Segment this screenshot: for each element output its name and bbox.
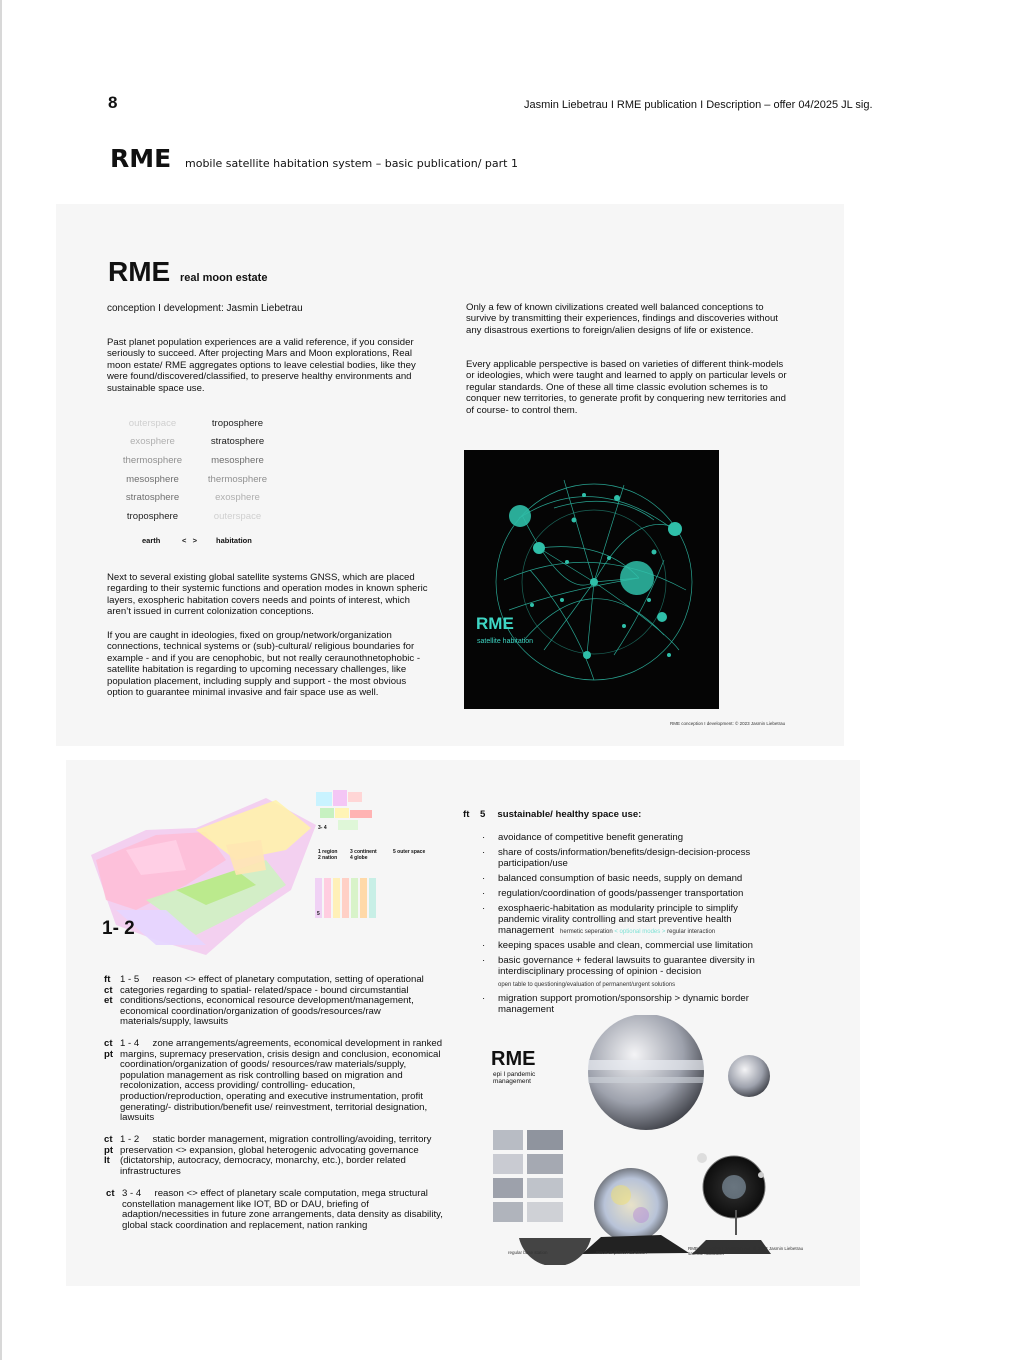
dark-rme-title: RME [476, 614, 514, 633]
layer-left: stratosphere [125, 492, 180, 504]
layer-right: stratosphere [210, 436, 265, 448]
list-item: · share of costs/information/benefits/design-decision-process participation/use [482, 846, 751, 870]
slide2-credit: RME conception I development: © 2023 Jasmin Liebetrau satellite habitation [688, 1246, 804, 1256]
list-item: · regulation/coordination of goods/passenger transportation [482, 887, 744, 899]
block-text: 1 - 2 static border management, migration controlling/avoiding, territory preservation <> expansion, global heterogenic advocating governance (dictatorship, autocracy, democracy, monarchy, etc.), border related infrastructures [120, 1134, 435, 1177]
rme-epi-subtitle: epi I pandemic management [493, 1071, 536, 1085]
list-item: · avoidance of competitive benefit generating [482, 832, 684, 843]
layer-left: troposphere [126, 510, 179, 522]
zone-label-1-2: 1- 2 [102, 918, 135, 939]
page-edge [0, 0, 2, 1360]
layer-left: exosphere [130, 436, 175, 448]
layer-right: troposphere [211, 417, 264, 429]
slide1-credit: RME conception I development: © 2023 Jasmin Liebetrau [670, 721, 786, 726]
legend-5: 5 [317, 911, 320, 917]
legend-outer-space: 5 outer space [393, 849, 426, 855]
ideology-paragraph: If you are caught in ideologies, fixed on group/network/organization connections, technical systems or (sub)-cultural/ religious boundaries for example - and if you are cenophobic, but not really ceraunothnetophobic - satellite habitation is regarding to upcoming necessary challenges, like population placement, including supply and support - the most obvious option to guarantee minimal invasive and fair space use as well. [107, 630, 421, 699]
list-item: · migration support promotion/sponsorship > dynamic border management [482, 992, 749, 1016]
block-tags: ct pt lt [104, 1134, 114, 1167]
note-open-table: open table to questioning/evaluation of permanent/urgent solutions [498, 981, 676, 988]
color-stripes [315, 878, 377, 918]
note-modes: hermetic seperation < optional modes > regular interaction [560, 929, 716, 936]
small-sphere [728, 1055, 770, 1097]
layer-left: outerspace [128, 417, 177, 429]
space-use-list [482, 832, 782, 1019]
network-graphic [464, 450, 719, 709]
layer-left: mesosphere [126, 473, 179, 485]
silver-sphere [588, 1015, 704, 1130]
text-block-1-2 [104, 1135, 444, 1177]
ft5-heading: ft 5 sustainable/ healthy space use: [463, 809, 642, 820]
dark-rme-subtitle: satellite habitation [477, 638, 534, 645]
earth-habitation-row [142, 536, 252, 545]
layer-right: exosphere [215, 492, 260, 504]
layer-left: thermosphere [122, 454, 183, 466]
slide-real-moon-estate [56, 204, 844, 746]
brand-logo: RME [110, 144, 172, 173]
block-tags: ft ct et [104, 974, 113, 1007]
publication-subtitle: mobile satellite habitation system – basic publication/ part 1 [185, 157, 518, 170]
slide-title: RME real moon estate [108, 256, 268, 287]
habitation-label: habitation [216, 536, 252, 545]
rme-epi-title: RME [491, 1048, 536, 1070]
list-item: · basic governance + federal lawsuits to guarantee diversity in interdisciplinary processing of opinion - decision open table to questioning/evaluation of permanent/urgent solutions [482, 955, 755, 988]
moon-sphere [594, 1168, 668, 1242]
block-text: 1 - 5 reason <> effect of planetary computation, setting of operational categories regarding to spatial- related/space - bound circumstantial conditions/sections, economical resource development/management, economical coordination/organization of goods/resources/raw materials/supply, lawsuits [120, 974, 427, 1028]
legend-continent-globe: 3 continent 4 globe [350, 849, 377, 861]
layer-right: mesosphere [211, 454, 264, 466]
legend-region-nation: 1 region 2 nation [318, 849, 338, 861]
layer-right: outerspace [213, 510, 262, 522]
list-item: · keeping spaces usable and clean, commercial use limitation [482, 940, 753, 952]
layer-right: thermosphere [207, 473, 268, 485]
text-block-1-4 [104, 1039, 444, 1124]
intro-paragraph: Past planet population experiences are a valid reference, if you consider seriously to succeed. After projecting Mars and Moon explorations, Real moon estate/ RME aggregates options to leave celestial bodies, like they were found/discovered/classified, to preserve healthy environments and sustainable space use. [107, 337, 416, 394]
atmosphere-layers [110, 414, 280, 526]
legend-3-4: 3- 4 [318, 825, 327, 831]
text-block-3-4 [106, 1189, 446, 1231]
block-tags: ct [106, 1188, 115, 1199]
running-header: Jasmin Liebetrau I RME publication I Description – offer 04/2025 JL sig. [524, 99, 873, 111]
caption-moon-habitation: moon or planet habitation [596, 1250, 647, 1255]
block-text: 3 - 4 reason <> effect of planetary scale computation, mega structural constellation management like IOT, BD or DAU, briefing of adaption/necessities in future zone arrangements, data density as disability, global stack coordination and replacement, nation ranking [122, 1188, 446, 1231]
list-item: · exosphaeric-habitation as modularity principle to simplify pandemic virality controlling and start preventive health management hermetic seperation < optional modes > regular interaction [482, 902, 738, 937]
list-item: · balanced consumption of basic needs, supply on demand [482, 873, 743, 884]
page-number: 8 [108, 93, 118, 112]
text-block-1-5 [104, 975, 444, 1028]
slide-space-use [66, 760, 860, 1286]
arrows: < > [182, 536, 198, 545]
base-station-thumbnails [493, 1130, 565, 1238]
civilizations-paragraph: Only a few of known civilizations created well balanced conceptions to survive by transmitting their experiences, findings and discoveries without any disastrous exertions to foreign/alien designs of life or existence. [466, 302, 778, 336]
earth-label: earth [142, 536, 161, 545]
conception-credit: conception I development: Jasmin Liebetrau [107, 303, 303, 314]
gnss-paragraph: Next to several existing global satellite systems GNSS, which are placed regarding to their systemic functions and operation modes in known spheric layers, exospheric habitation covers needs and points of interest, which aren’t issued in current colonization conceptions. [107, 572, 428, 618]
perspective-paragraph: Every applicable perspective is based on varieties of different think-models or ideologies, which were taught and learned to apply on particular levels or regular standards. One of these all time classic evolution schemes is to conquer new territories, to generate profit by conquering new territories and of course- to control them. [466, 359, 787, 416]
block-text: 1 - 4 zone arrangements/agreements, economical development in ranked margins, supremacy preservation, crisis design and conclusion, economical coordination/organization of goods/ resources/raw materials/supply, population management as risk controlling based on migration and recolonization, access providing/ controlling- education, production/reproduction, operating and executive instrumentation, profit generating/- distribution/benefit use/ reinvestment, territorial designation, lawsuits [120, 1038, 445, 1124]
caption-base-station: regular base station [508, 1250, 548, 1255]
block-tags: ct pt [104, 1038, 114, 1060]
satellite-network-image [464, 450, 719, 709]
